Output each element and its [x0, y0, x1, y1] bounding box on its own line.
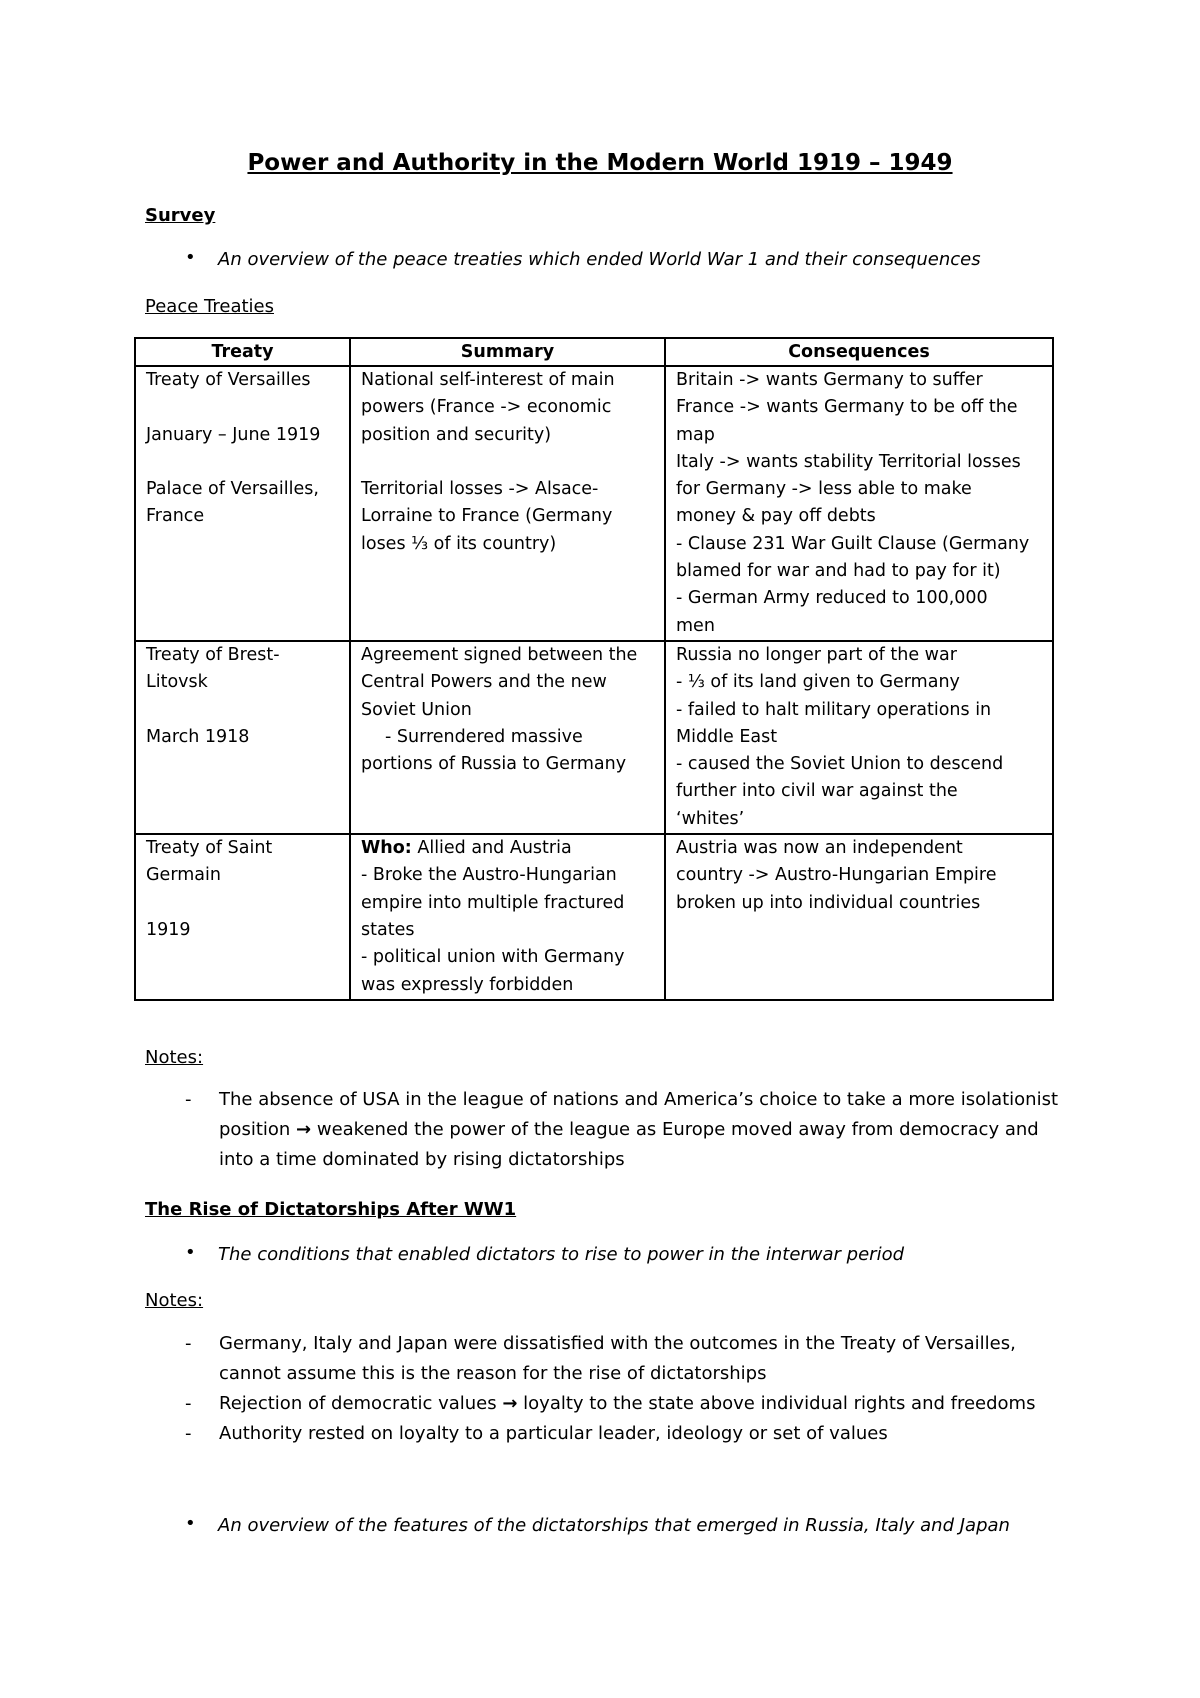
table-header-row — [135, 338, 1053, 366]
who-text: Allied and Austria — [411, 838, 572, 859]
column-header-treaty: Treaty — [135, 338, 350, 366]
page-title: Power and Authority in the Modern World 1919 – 1949 — [247, 150, 953, 176]
bullet-icon: • — [185, 1513, 196, 1534]
dash-bullet: - — [185, 1393, 192, 1414]
bullet-icon: • — [185, 247, 196, 268]
who-line — [361, 835, 654, 862]
arrow-icon: → — [296, 1119, 312, 1140]
list-item: - Authority rested on loyalty to a particular leader, ideology or set of values — [185, 1419, 1075, 1449]
dictatorships-heading: The Rise of Dictatorships After WW1 — [145, 1199, 517, 1220]
arrow-icon: → — [502, 1393, 518, 1414]
notes-list — [185, 1329, 1075, 1449]
peace-treaties-table — [134, 337, 1054, 1001]
treaty-cell: Treaty of Versailles January – June 1919 Palace of Versailles, France — [135, 366, 350, 641]
dash-bullet: - — [185, 1423, 192, 1444]
final-bullet-text: An overview of the features of the dictatorships that emerged in Russia, Italy and Japan — [218, 1515, 1010, 1536]
treaty-cell: Treaty of Saint Germain 1919 — [135, 834, 350, 1000]
summary-cell: National self-interest of main powers (France -> economic position and security) Territorial losses -> Alsace- Lorraine to France (Germany loses ⅓ of its country) — [350, 366, 665, 641]
summary-cell: Who: Allied and Austria - Broke the Austro-Hungarian empire into multiple fractured states - political union with Germany was expressly forbidden — [350, 834, 665, 1000]
survey-bullet-text: An overview of the peace treaties which ended World War 1 and their consequences — [218, 249, 981, 270]
list-item: - Rejection of democratic values → loyalty to the state above individual rights and freedoms — [185, 1389, 1075, 1419]
table-row — [135, 366, 1053, 641]
peace-treaties-heading: Peace Treaties — [145, 296, 274, 317]
dictatorships-bullet-text: The conditions that enabled dictators to rise to power in the interwar period — [218, 1244, 905, 1265]
notes-list — [185, 1085, 1075, 1175]
table-row — [135, 834, 1053, 1000]
consequences-cell: Russia no longer part of the war - ⅓ of its land given to Germany - failed to halt military operations in Middle East - caused the Soviet Union to descend further into civil war against the ‘whites’ — [665, 641, 1053, 834]
dash-bullet: - — [185, 1089, 192, 1110]
summary-cell: Agreement signed between the Central Powers and the new Soviet Union - Surrendered massive portions of Russia to Germany — [350, 641, 665, 834]
treaty-cell: Treaty of Brest- Litovsk March 1918 — [135, 641, 350, 834]
notes-heading: Notes: — [145, 1290, 204, 1311]
notes-heading: Notes: — [145, 1047, 204, 1068]
survey-heading: Survey — [145, 205, 216, 226]
column-header-summary: Summary — [350, 338, 665, 366]
who-label: Who: — [361, 838, 412, 859]
list-item: - The absence of USA in the league of nations and America’s choice to take a more isolationist position → weakened the power of the league as Europe moved away from democracy and into a time dominated by rising dictatorships — [185, 1085, 1075, 1175]
dash-bullet: - — [185, 1333, 192, 1354]
consequences-cell: Britain -> wants Germany to suffer France -> wants Germany to be off the map Italy -> wants stability Territorial losses for Germany -> less able to make money & pay off debts - Clause 231 War Guilt Clause (Germany blamed for war and had to pay for it) - German Army reduced to 100,000 men — [665, 366, 1053, 641]
consequences-cell: Austria was now an independent country -> Austro-Hungarian Empire broken up into individual countries — [665, 834, 1053, 1000]
table-row — [135, 641, 1053, 834]
bullet-icon: • — [185, 1242, 196, 1263]
list-item: - Germany, Italy and Japan were dissatisfied with the outcomes in the Treaty of Versailles, cannot assume this is the reason for the rise of dictatorships — [185, 1329, 1075, 1389]
column-header-consequences: Consequences — [665, 338, 1053, 366]
